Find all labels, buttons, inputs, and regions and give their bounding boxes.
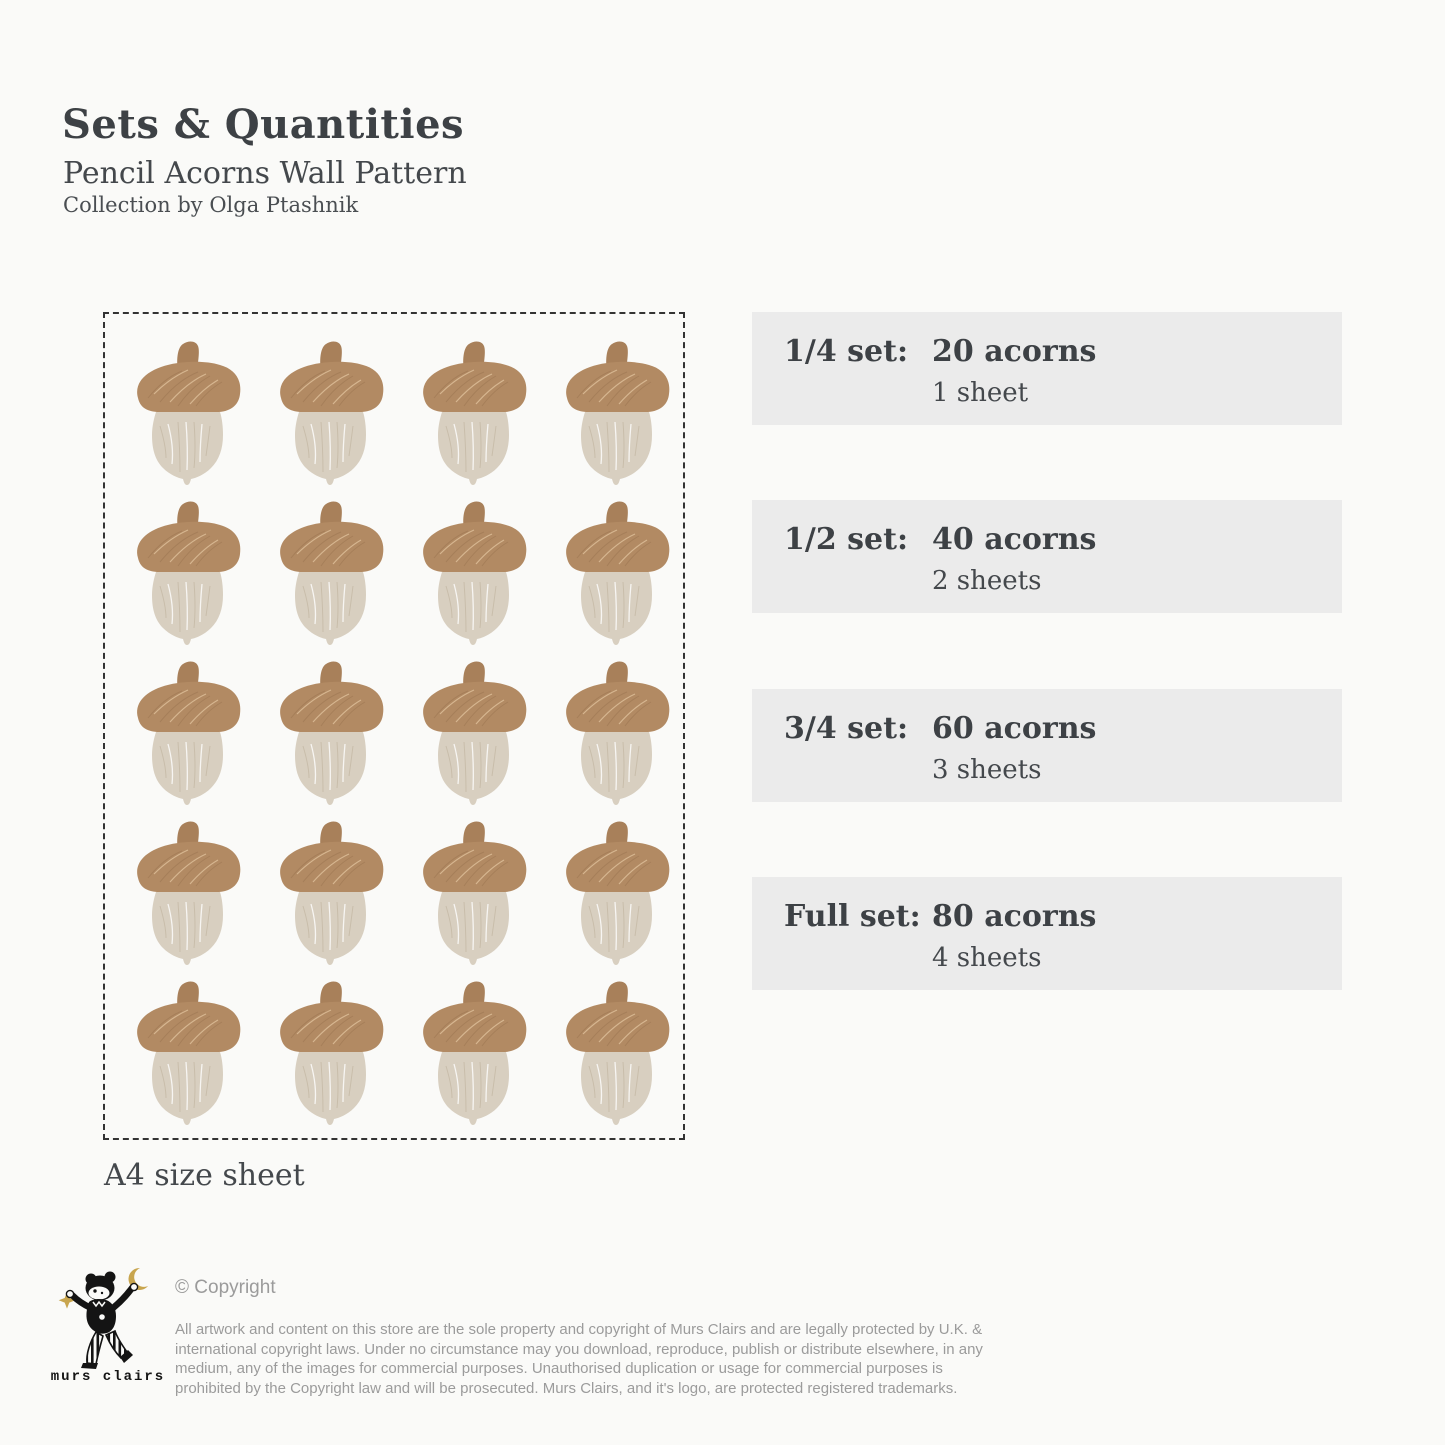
set-option-three-quarter	[752, 689, 1342, 802]
set-sheet-count: 2 sheets	[932, 566, 1042, 596]
acorn-sticker	[273, 338, 389, 486]
acorn-sticker	[416, 338, 532, 486]
acorn-sticker	[559, 498, 675, 646]
mascot-figure	[66, 1272, 137, 1370]
set-acorn-count: 40 acorns	[932, 522, 1097, 557]
acorn-sticker	[416, 818, 532, 966]
acorn-sticker	[559, 338, 675, 486]
acorn-sticker	[559, 658, 675, 806]
set-sheet-count: 4 sheets	[932, 943, 1042, 973]
copyright-text: All artwork and content on this store are the sole property and copyright of Murs Clairs and are legally protected by U.K. & international copyright laws. Under no circumstance may you download, reproduce, publish or distribute elsewhere, in any medium, any of the images for commercial purposes. Unauthorised duplication or usage for commercial purposes is prohibited by the Copyright law and will be prosecuted. Murs Clairs, and it's logo, are protected registered trademarks.	[175, 1321, 983, 1397]
set-acorn-count: 80 acorns	[932, 899, 1097, 934]
acorn-sticker	[273, 498, 389, 646]
acorn-sticker	[130, 658, 246, 806]
set-acorn-count: 20 acorns	[932, 334, 1097, 369]
set-label: 1/2 set:	[784, 522, 909, 557]
set-option-half	[752, 500, 1342, 613]
set-label: Full set:	[784, 899, 921, 934]
acorn-sticker	[130, 338, 246, 486]
sheet-size-label: A4 size sheet	[104, 1158, 305, 1193]
a4-sheet-preview	[103, 312, 685, 1140]
acorn-sticker	[130, 818, 246, 966]
acorn-sticker	[273, 978, 389, 1126]
murs-clairs-logo	[58, 1266, 158, 1370]
set-sheet-count: 3 sheets	[932, 755, 1042, 785]
product-title: Pencil Acorns Wall Pattern	[63, 156, 467, 191]
set-option-full	[752, 877, 1342, 990]
acorn-sticker	[273, 818, 389, 966]
brand-name: murs clairs	[50, 1369, 166, 1385]
set-sheet-count: 1 sheet	[932, 378, 1029, 408]
set-acorn-count: 60 acorns	[932, 711, 1097, 746]
acorn-sticker	[130, 978, 246, 1126]
acorn-sticker	[416, 498, 532, 646]
page-title: Sets & Quantities	[62, 100, 465, 148]
acorn-sticker	[559, 978, 675, 1126]
acorn-sticker	[416, 978, 532, 1126]
acorn-sticker	[130, 498, 246, 646]
acorn-sticker	[273, 658, 389, 806]
set-option-quarter	[752, 312, 1342, 425]
set-label: 3/4 set:	[784, 711, 909, 746]
copyright-title: © Copyright	[175, 1277, 276, 1298]
acorn-sticker	[416, 658, 532, 806]
set-label: 1/4 set:	[784, 334, 909, 369]
acorn-sticker	[559, 818, 675, 966]
collection-subtitle: Collection by Olga Ptashnik	[63, 193, 359, 217]
